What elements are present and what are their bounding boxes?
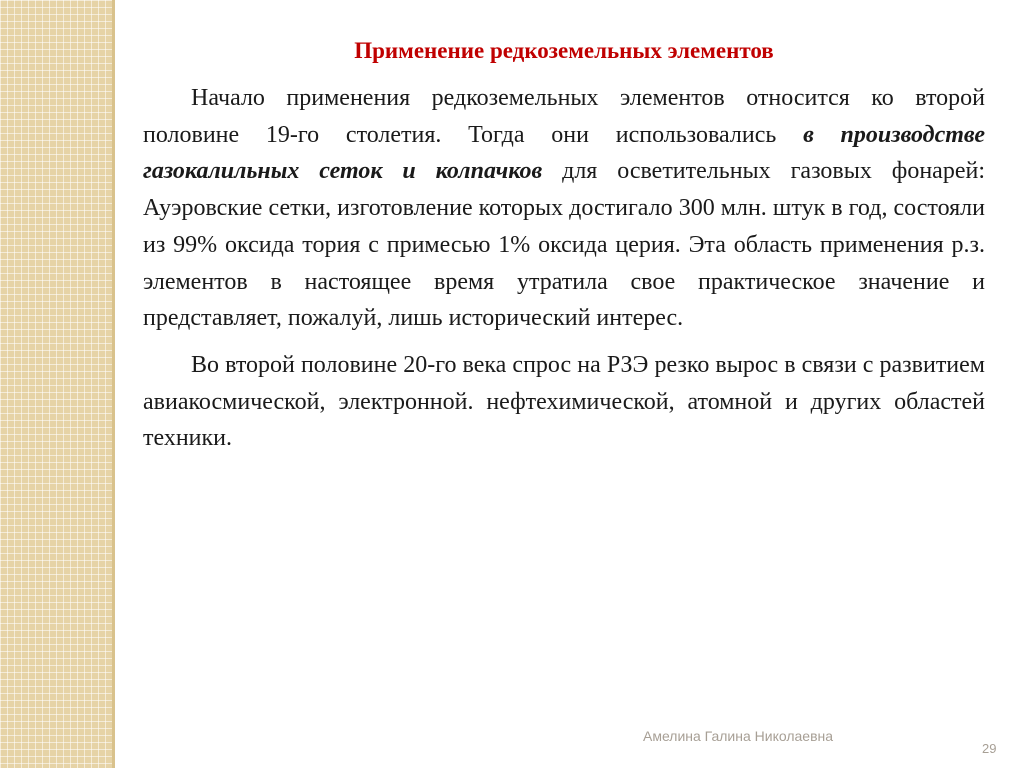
page-number: 29 [982,741,997,756]
slide-title: Применение редкоземельных элементов [354,38,774,63]
paragraph-history-emphasis: в производстве газокалильных сеток и колпачков [143,121,985,185]
paragraph-modern-demand: Во второй половине 20-го века спрос на РЗЭ резко вырос в связи с развитием авиакосмической, электронной. нефтехимической, атомной и других областей техники. [143,351,985,452]
paragraph-history-text-end: для осветительных газовых фонарей: Ауэровские сетки, изготовление которых достигало 300 млн. штук в год, состояли из 99% оксида тория с примесью 1% оксида церия. Эта область применения р.з. элементов в настоящее время утратила свое практическое значение и представляет, пожалуй, лишь исторический интерес. [143,158,985,332]
paragraph-history [143,80,985,337]
decorative-side-pattern [0,0,112,768]
slide-content [143,36,985,467]
side-pattern-border [112,0,115,768]
footer-author: Амелина Галина Николаевна [643,728,834,744]
paragraph-history-text-start: Начало применения редкоземельных элементов относится ко второй половине 19-го столетия. Тогда они использовались [143,85,985,148]
